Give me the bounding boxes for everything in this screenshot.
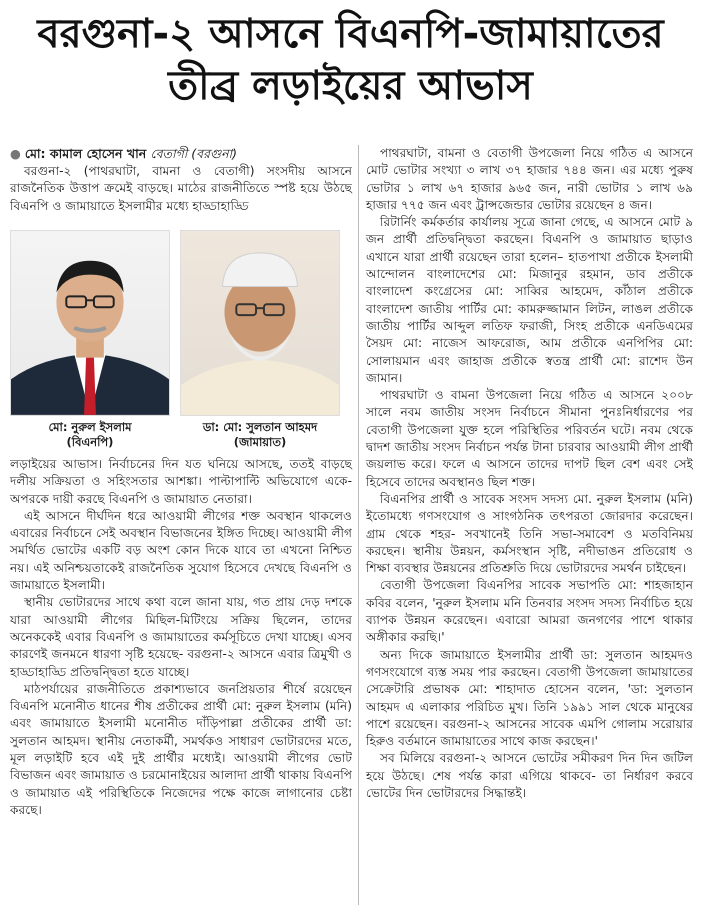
caption-jamaat (180, 420, 340, 450)
paragraph: অন্য দিকে জামায়াতে ইসলামীর প্রার্থী ডা: সুলতান আহমদও গণসংযোগে ব্যস্ত সময় পার করছেন। বেতাগী উপজেলা জামায়াতের সেক্রেটারি প্রভাষক মো: শাহাদাত হোসেন বলেন, 'ডা: সুলতান আহমদ এ এলাকার পরিচিত মুখ। তিনি ১৯৯১ সাল থেকে মানুষের পাশে রয়েছেন। বরগুনা-২ আসনের সাবেক এমপি গোলাম সরোয়ার হিরুও বর্তমানে জামায়াতের সাথে কাজ করছেন।' (366, 647, 693, 749)
bullet-icon: ● (10, 146, 21, 161)
man-in-suit-icon (11, 231, 169, 415)
paragraph: স্থানীয় ভোটারদের সাথে কথা বলে জানা যায়, গত প্রায় দেড় দশকে যারা আওয়ামী লীগের মিছিল-মিটিংয়ে সক্রিয় ছিলেন, তাদের অনেককেই এবার বিএনপি ও জামায়াতের কর্মসূচিতে দেখা যাচ্ছে। এসব কারণেই জনমনে ধারণা সৃষ্টি হয়েছে- বরগুনা-২ আসনে এবার ত্রিমুখী ও হাড্ডাহাড্ডি প্রতিদ্বন্দ্বিতা হতে যাচ্ছে। (10, 595, 352, 679)
paragraph: মাঠপর্যায়ের রাজনীতিতে প্রকাশ্যভাবে জনপ্রিয়তার শীর্ষে রয়েছেন বিএনপি মনোনীত ধানের শীষ প্রতীকের প্রার্থী মো: নুরুল ইসলাম (মনি) এবং জামায়াতে ইসলামী মনোনীত দাঁড়িপাল্লা প্রতীকের প্রার্থী ডা: সুলতান আহমদ। স্থানীয় নেতাকর্মী, সমর্থকও সাধারণ ভোটারদের মতে, মূল লড়াইটি হবে এই দুই প্রার্থীর মধ্যেই। আওয়ামী লীগের ভোট বিভাজন এবং জামায়াত ও চরমোনাইয়ের আলাদা প্রার্থী থাকায় বিএনপি ও জামায়াত এই পরিস্থিতিকে নিজেদের পক্ষে কাজে লাগানোর চেষ্টা করছে। (10, 681, 352, 817)
candidate-photos (10, 230, 352, 449)
author-name: মো: কামাল হোসেন খান (24, 146, 147, 161)
candidate-photo-bnp (10, 230, 170, 416)
headline-line-2: তীব্র লড়াইয়ের আভাস (168, 63, 533, 109)
left-column-top (10, 145, 352, 215)
paragraph: বিএনপির প্রার্থী ও সাবেক সংসদ সদস্য মো. নুরুল ইসলাম (মনি) ইতোমধ্যে গণসংযোগ ও সাংগঠনিক তৎপরতা জোরদার করেছেন। গ্রাম থেকে শহর- সবখানেই তিনি সভা-সমাবেশ ও মতবিনিময় করছেন। স্থানীয় উন্নয়ন, কর্মসংস্থান সৃষ্টি, নদীভাঙন প্রতিরোধ ও শিক্ষা ব্যবস্থার উন্নয়নের প্রতিশ্রুতি দিয়ে ভোটারদের সমর্থন চাইছেন। (366, 491, 693, 576)
paragraph: লড়াইয়ের আভাস। নির্বাচনের দিন যত ঘনিয়ে আসছে, ততই বাড়ছে দলীয় সক্রিয়তা ও সহিংসতার আশঙ্কা। পাল্টাপাল্টি অভিযোগে একে-অপরকে দায়ী করছে বিএনপি ও জামায়াত নেতারা। (10, 457, 352, 506)
caption-name: ডা: মো: সুলতান আহমদ (202, 420, 318, 434)
candidate-photo-jamaat (180, 230, 340, 416)
paragraph: পাথরঘাটা ও বামনা উপজেলা নিয়ে গঠিত এ আসনে ২০০৮ সালে নবম জাতীয় সংসদ নির্বাচনে সীমানা পুনঃনির্ধারণের পর বেতাগী উপজেলা যুক্ত হলে পরিস্থিতির পরিবর্তন ঘটে। নবম থেকে দ্বাদশ জাতীয় সংসদ নির্বাচন পর্যন্ত টানা চারবার আওয়ামী লীগ প্রার্থী জয়লাভ করে। ফলে এ আসনে তাদের দাপট ছিল বেশ এবং সেই হিসেবে তাদের অবস্থানও ছিল শক্ত। (366, 388, 693, 489)
paragraph: রিটার্নিং কর্মকর্তার কার্যালয় সূত্রে জানা গেছে, এ আসনে মোট ৯ জন প্রার্থী প্রতিদ্বন্দ্বিতা করছেন। বিএনপি ও জামায়াত ছাড়াও এখানে যারা প্রার্থী রয়েছেন তারা হলেন– হাতপাখা প্রতীকে ইসলামী আন্দোলন বাংলাদেশের মো: মিজানুর রহমান, ডাব প্রতীকে বাংলাদেশ কংগ্রেসের মো: সাব্বির আহমেদ, কাঁঠাল প্রতীকে বাংলাদেশ জাতীয় পার্টির মো: কামরুজ্জামান লিটন, লাঙল প্রতীকে জাতীয় পার্টির আব্দুল লতিফ ফরাজী, সিংহ প্রতীকে এনডিএমের সৈয়দ মো: নাজেস আফরোজ, আম প্রতীকে এনপিপির মো: সোলায়মান এবং জাহাজ প্রতীকে স্বতন্ত্র প্রার্থী মো: রাশেদ উন জামান। (366, 215, 693, 385)
byline (10, 145, 352, 163)
paragraph: বেতাগী উপজেলা বিএনপির সাবেক সভাপতি মো: শাহজাহান কবির বলেন, 'নুরুল ইসলাম মনি তিনবার সংসদ সদস্য নির্বাচিত হয়ে ব্যাপক উন্নয়ন করেছেন। এবারো আমরা জনগণের পাশে থাকার অঙ্গীকার করছি।' (366, 578, 693, 645)
caption-name: মো: নুরুল ইসলাম (48, 420, 132, 434)
column-divider (358, 145, 359, 905)
caption-bnp (10, 420, 170, 450)
paragraph: পাথরঘাটা, বামনা ও বেতাগী উপজেলা নিয়ে গঠিত এ আসনে মোট ভোটার সংখ্যা ৩ লাখ ৩৭ হাজার ৭৪৪ জন। এর মধ্যে পুরুষ ভোটার ১ লাখ ৬৭ হাজার ৯৬৫ জন, নারী ভোটার ১ লাখ ৬৯ হাজার ৭৭৫ জন এবং ট্রান্সজেন্ডার ভোটার রয়েছেন ৪ জন। (366, 146, 693, 212)
paragraph: এই আসনে দীর্ঘদিন ধরে আওয়ামী লীগের শক্ত অবস্থান থাকলেও এবারের নির্বাচনে সেই অবস্থান বিভাজনের ইঙ্গিত দিচ্ছে। আওয়ামী লীগ সমর্থিত ভোটের একটি বড় অংশ কোন দিকে যাবে তা এখনো নিশ্চিত নয়। এই অনিশ্চয়তাকেই রাজনৈতিক সুযোগ হিসেবে দেখছে বিএনপি ও জামায়াতে ইসলামী। (10, 508, 352, 593)
man-in-cap-icon (181, 231, 339, 415)
headline (0, 10, 701, 110)
paragraph: বরগুনা-২ (পাথরঘাটা, বামনা ও বেতাগী) সংসদীয় আসনে রাজনৈতিক উত্তাপ ক্রমেই বাড়ছে। মাঠের রাজনীতিতে স্পষ্ট হয়ে উঠছে বিএনপি ও জামায়াতে ইসলামীর মধ্যে হাড্ডাহাড্ডি (10, 164, 352, 213)
byline-place: বেতাগী (বরগুনা) (150, 146, 238, 161)
paragraph: সব মিলিয়ে বরগুনা-২ আসনে ভোটের সমীকরণ দিন দিন জটিল হয়ে উঠছে। শেষ পর্যন্ত কারা এগিয়ে থাকবে- তা নির্ধারণ করবে ভোটের দিন ভোটারদের সিদ্ধান্তই। (366, 751, 693, 800)
caption-party: (জামায়াত) (233, 435, 287, 449)
caption-party: (বিএনপি) (66, 435, 114, 449)
right-column (366, 145, 693, 802)
headline-line-1: বরগুনা-২ আসনে বিএনপি-জামায়াতের (37, 11, 664, 57)
left-column-bottom (10, 456, 352, 819)
